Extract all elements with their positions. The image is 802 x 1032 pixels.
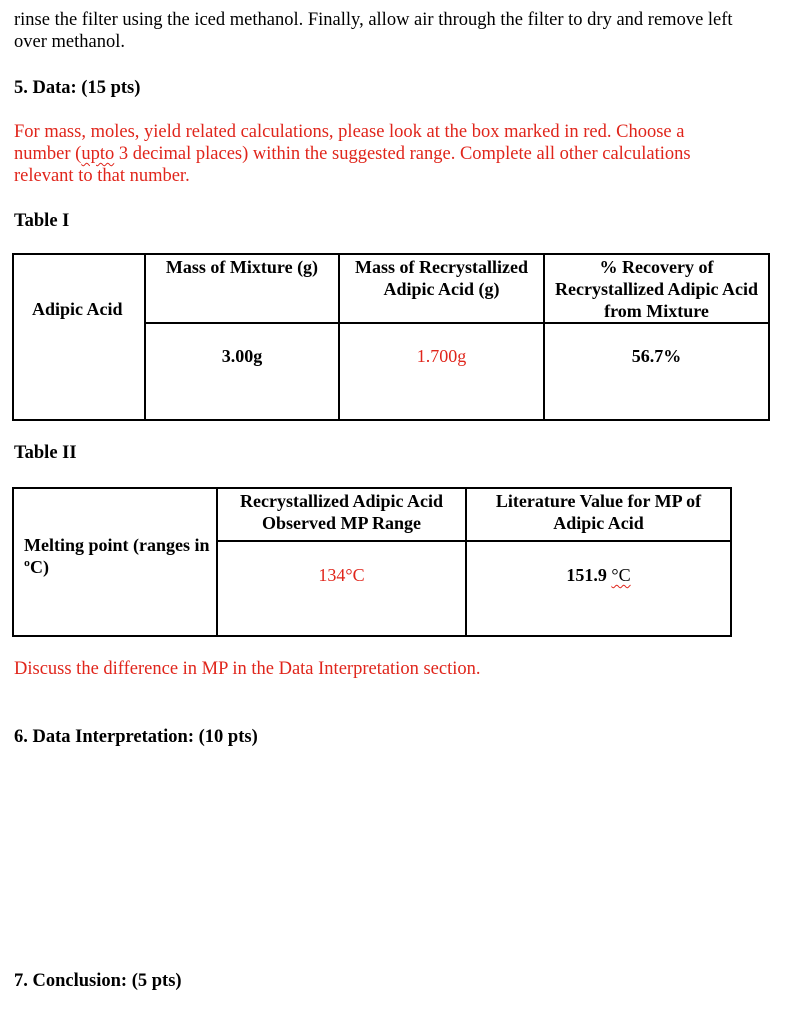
- table-2-header-literature: Literature Value for MP of Adipic Acid: [466, 488, 731, 541]
- intro-line-1: rinse the filter using the iced methanol. Finally, allow air through the filter to dry and remove left: [14, 10, 733, 30]
- intro-line-2: over methanol.: [14, 32, 125, 52]
- table-1-header-mass-recrystallized: Mass of Recrystallized Adipic Acid (g): [339, 254, 544, 323]
- table-2-row-label: Melting point (ranges in ºC): [13, 488, 217, 636]
- section-5-heading: 5. Data: (15 pts): [14, 78, 141, 98]
- table-2: [12, 487, 732, 637]
- spelling-flag-upto: upto: [81, 144, 115, 164]
- table-1-value-recovery: 56.7%: [544, 323, 769, 420]
- table-1-row-label: Adipic Acid: [13, 254, 145, 420]
- table-1-header-recovery: % Recovery of Recrystallized Adipic Acid from Mixture: [544, 254, 769, 323]
- table-2-title: Table II: [14, 443, 77, 463]
- table-2-value-observed: 134°C: [217, 541, 466, 636]
- table-2-value-literature: [466, 541, 731, 636]
- table-1-title: Table I: [14, 211, 70, 231]
- literature-mp-number: 151.9: [566, 565, 612, 585]
- instructions-line-2-end: 3 decimal places) within the suggested range. Complete all other calculations: [114, 144, 691, 164]
- discuss-note: Discuss the difference in MP in the Data Interpretation section.: [14, 659, 481, 679]
- instructions-line-1: For mass, moles, yield related calculations, please look at the box marked in red. Choose a: [14, 122, 685, 142]
- instructions-line-2-start: number (: [14, 144, 82, 164]
- literature-mp-unit: °C: [611, 565, 631, 585]
- table-1-value-mass-recrystallized: 1.700g: [339, 323, 544, 420]
- table-1-value-mass-mixture: 3.00g: [145, 323, 339, 420]
- section-7-heading: 7. Conclusion: (5 pts): [14, 971, 182, 991]
- section-6-heading: 6. Data Interpretation: (10 pts): [14, 727, 258, 747]
- instructions-line-2: [14, 143, 691, 165]
- table-1-header-mass-mixture: Mass of Mixture (g): [145, 254, 339, 323]
- table-2-header-observed: Recrystallized Adipic Acid Observed MP Range: [217, 488, 466, 541]
- instructions-line-3: relevant to that number.: [14, 166, 190, 186]
- table-1: [12, 253, 770, 421]
